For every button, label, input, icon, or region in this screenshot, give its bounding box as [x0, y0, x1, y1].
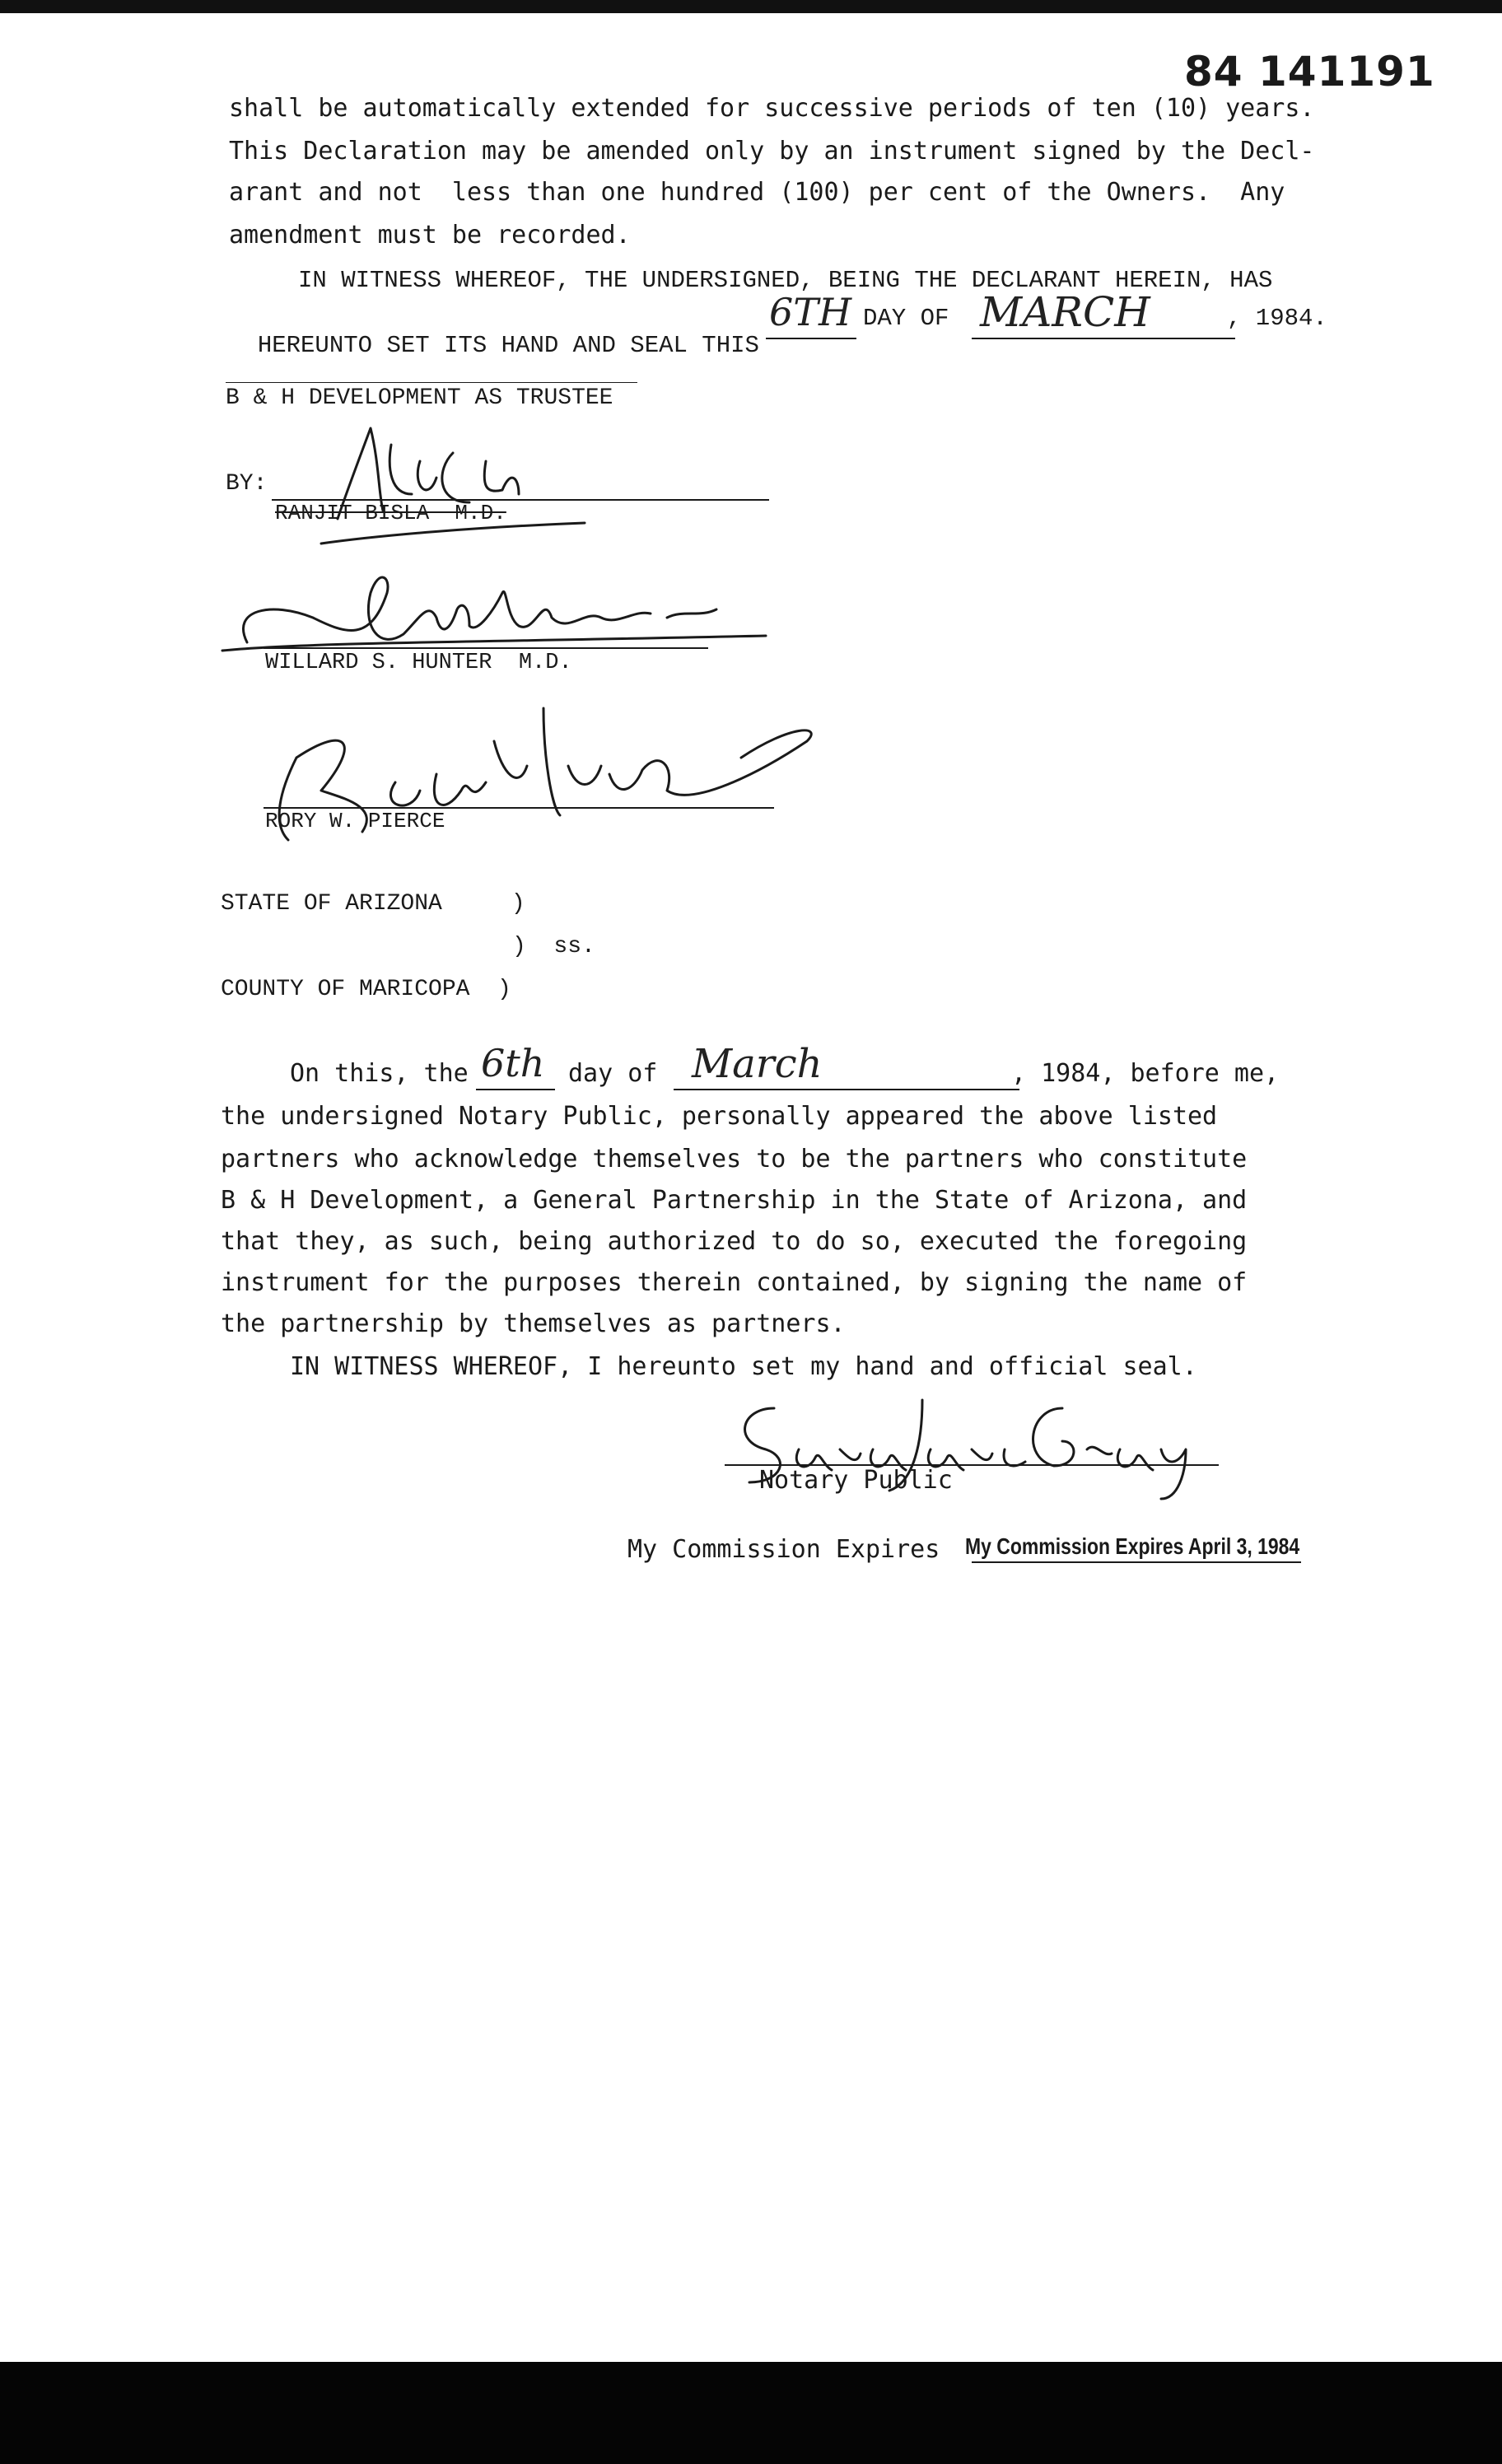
para1-line-2: This Declaration may be amended only by an instrument signed by the Decl- [229, 137, 1315, 166]
commission-expiry-stamp: My Commission Expires April 3, 1984 [965, 1533, 1300, 1559]
handwritten-day: 6TH [769, 290, 852, 334]
signer1-signature [313, 412, 609, 552]
handwritten-month: MARCH [980, 288, 1150, 336]
signer2-name: WILLARD S. HUNTER M.D. [265, 651, 572, 675]
witness-clause-2: IN WITNESS WHEREOF, I hereunto set my hand and official seal. [290, 1352, 1197, 1381]
para2-line-2: partners who acknowledge themselves to be the partners who constitute [221, 1145, 1248, 1174]
notary-day-underline [476, 1089, 555, 1090]
notary-intro-b: day of [568, 1059, 658, 1088]
notary-handwritten-day: 6th [481, 1041, 545, 1085]
notary-label: Notary Public [759, 1466, 953, 1495]
signer3-name: RORY W. PIERCE [265, 809, 445, 833]
witness-clause-text-b: DAY OF [863, 305, 949, 332]
para2-line-3: B & H Development, a General Partnership in the State of Arizona, and [221, 1186, 1248, 1215]
signer2-signature-line [264, 647, 708, 649]
notary-handwritten-month: March [692, 1041, 823, 1087]
para2-line-6: the partnership by themselves as partners. [221, 1309, 846, 1338]
witness-clause-text-c: , 1984. [1227, 305, 1327, 332]
by-label: BY: [226, 471, 268, 497]
signer1-name: RANJIT BISLA M.D. [275, 501, 506, 525]
scan-top-border [0, 0, 1502, 13]
trustee-underline [226, 382, 637, 383]
notary-month-underline [674, 1089, 1019, 1090]
trustee-name: B & H DEVELOPMENT AS TRUSTEE [226, 385, 613, 411]
para2-line-5: instrument for the purposes therein contained, by signing the name of [221, 1268, 1248, 1297]
venue-ss: ) ss. [512, 934, 595, 959]
venue-state: STATE OF ARIZONA ) [221, 891, 525, 917]
commission-label: My Commission Expires [627, 1535, 940, 1564]
notary-intro-a: On this, the [290, 1059, 469, 1088]
para1-line-3: arant and not less than one hundred (100) per cent of the Owners. Any [229, 178, 1285, 207]
notary-intro-c: , 1984, before me, [1011, 1059, 1280, 1088]
month-underline [972, 338, 1235, 339]
para1-line-4: amendment must be recorded. [229, 221, 631, 250]
venue-county: COUNTY OF MARICOPA ) [221, 977, 511, 1002]
witness-clause-line-1: IN WITNESS WHEREOF, THE UNDERSIGNED, BEING THE DECLARANT HEREIN, HAS [298, 267, 1273, 294]
witness-clause-text-a: HEREUNTO SET ITS HAND AND SEAL THIS [257, 332, 759, 359]
document-number: 84 141191 [1184, 48, 1435, 96]
commission-underline [972, 1561, 1301, 1563]
witness-clause-line-2 [229, 305, 759, 359]
para1-line-1: shall be automatically extended for successive periods of ten (10) years. [229, 94, 1315, 123]
scan-bottom-border [0, 2362, 1502, 2464]
para2-line-1: the undersigned Notary Public, personally appeared the above listed [221, 1102, 1218, 1131]
para2-line-4: that they, as such, being authorized to do so, executed the foregoing [221, 1227, 1248, 1256]
day-underline [766, 338, 856, 339]
